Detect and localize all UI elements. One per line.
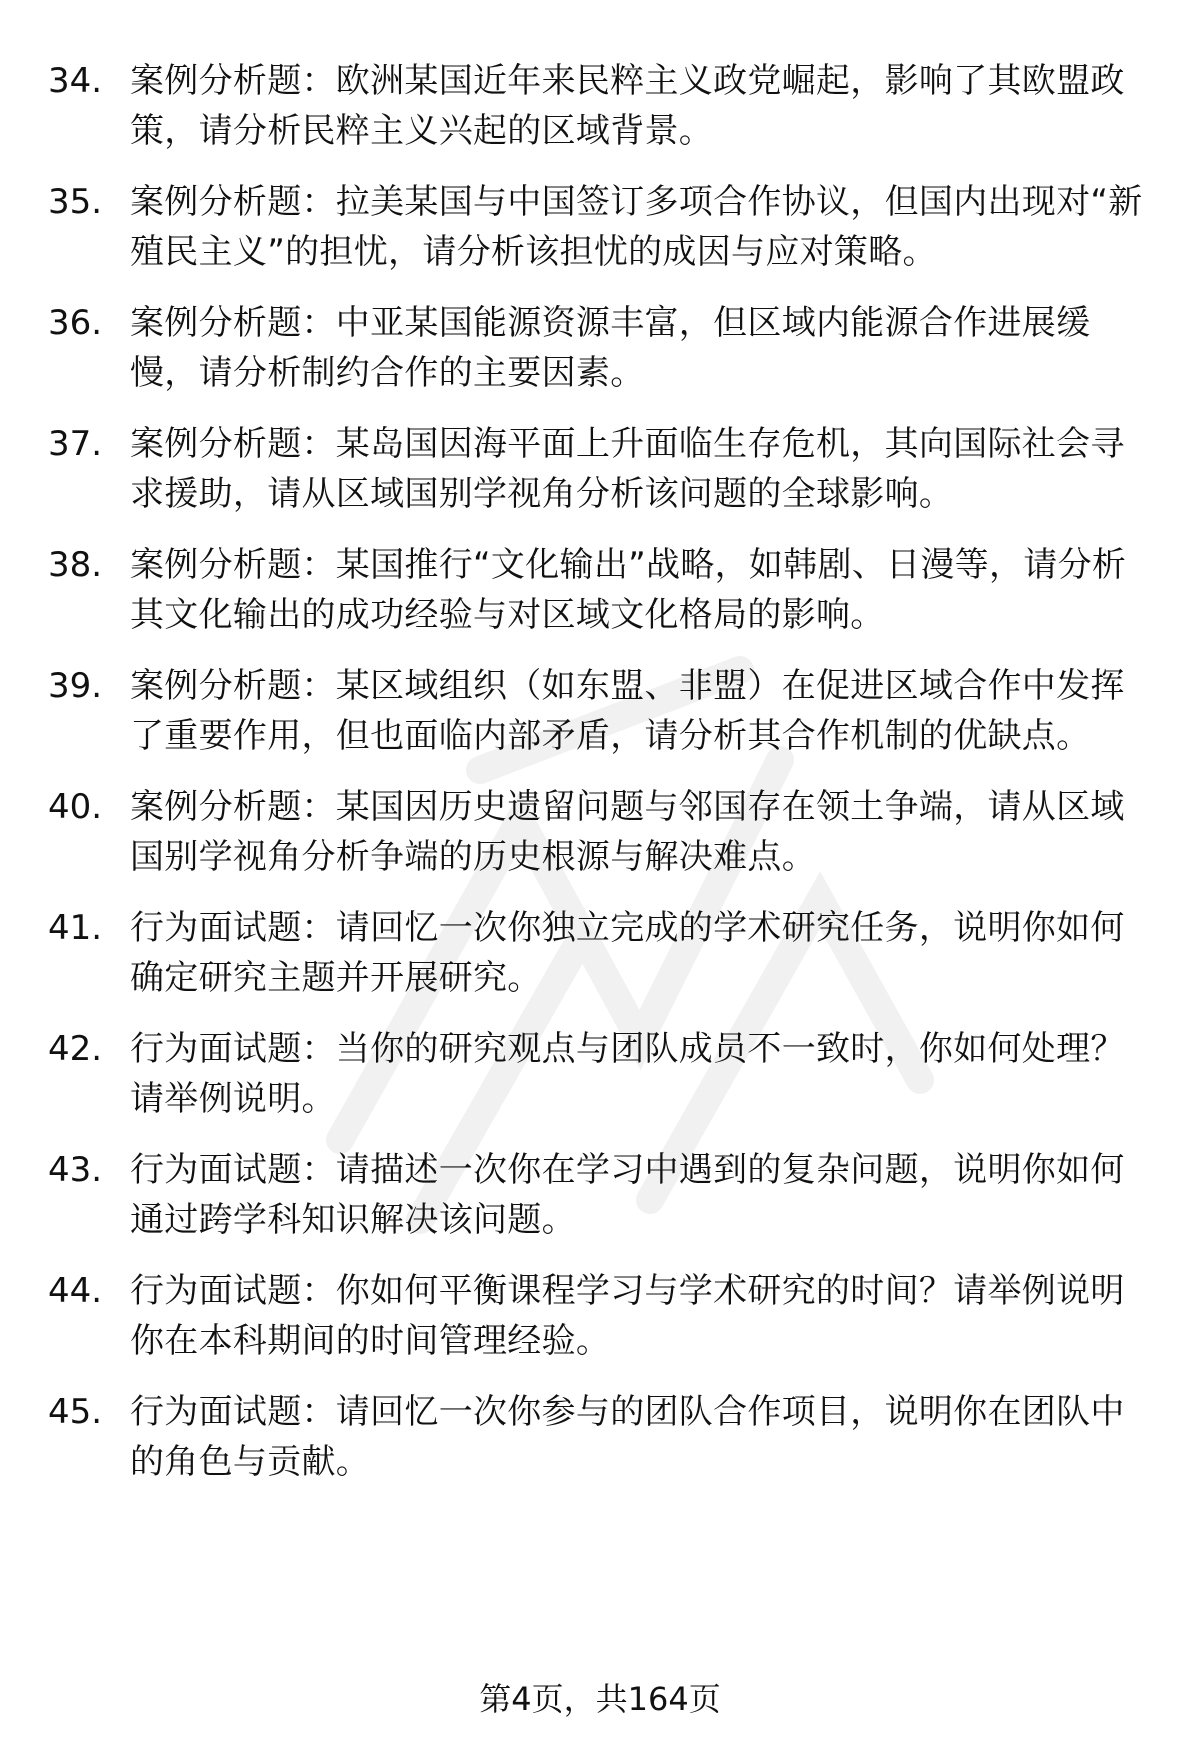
- question-number: 41.: [48, 908, 103, 948]
- question-item: [48, 177, 1158, 277]
- question-number: 42.: [48, 1029, 103, 1069]
- question-number: 39.: [48, 666, 103, 706]
- question-text: 行为面试题：请回忆一次你参与的团队合作项目，说明你在团队中的角色与贡献。: [130, 1392, 1125, 1482]
- question-item: [48, 1145, 1158, 1245]
- question-text: 行为面试题：当你的研究观点与团队成员不一致时，你如何处理？请举例说明。: [130, 1029, 1125, 1119]
- question-text: 行为面试题：请回忆一次你独立完成的学术研究任务，说明你如何确定研究主题并开展研究。: [130, 908, 1125, 998]
- question-text: 行为面试题：你如何平衡课程学习与学术研究的时间？请举例说明你在本科期间的时间管理经验。: [130, 1271, 1125, 1361]
- question-text: 案例分析题：某国推行“文化输出”战略，如韩剧、日漫等，请分析其文化输出的成功经验与对区域文化格局的影响。: [130, 545, 1127, 635]
- question-number: 38.: [48, 545, 103, 585]
- question-item: [48, 661, 1158, 761]
- question-number: 45.: [48, 1392, 103, 1432]
- question-item: [48, 298, 1158, 398]
- question-item: [48, 56, 1158, 156]
- question-number: 34.: [48, 61, 103, 101]
- question-number: 44.: [48, 1271, 103, 1311]
- question-list: [48, 56, 1158, 1508]
- question-item: [48, 903, 1158, 1003]
- question-number: 36.: [48, 303, 103, 343]
- question-number: 37.: [48, 424, 103, 464]
- question-text: 案例分析题：某区域组织（如东盟、非盟）在促进区域合作中发挥了重要作用，但也面临内部矛盾，请分析其合作机制的优缺点。: [130, 666, 1125, 756]
- question-text: 行为面试题：请描述一次你在学习中遇到的复杂问题，说明你如何通过跨学科知识解决该问题。: [130, 1150, 1125, 1240]
- question-number: 43.: [48, 1150, 103, 1190]
- question-number: 40.: [48, 787, 103, 827]
- question-text: 案例分析题：某国因历史遗留问题与邻国存在领土争端，请从区域国别学视角分析争端的历史根源与解决难点。: [130, 787, 1125, 877]
- question-item: [48, 1266, 1158, 1366]
- page-number-footer: 第4页，共164页: [479, 1680, 721, 1718]
- question-text: 案例分析题：欧洲某国近年来民粹主义政党崛起，影响了其欧盟政策，请分析民粹主义兴起的区域背景。: [130, 61, 1125, 151]
- question-item: [48, 419, 1158, 519]
- question-text: 案例分析题：拉美某国与中国签订多项合作协议，但国内出现对“新殖民主义”的担忧，请分析该担忧的成因与应对策略。: [130, 182, 1143, 272]
- question-item: [48, 1387, 1158, 1487]
- question-item: [48, 782, 1158, 882]
- question-item: [48, 1024, 1158, 1124]
- question-number: 35.: [48, 182, 103, 222]
- question-item: [48, 540, 1158, 640]
- question-text: 案例分析题：中亚某国能源资源丰富，但区域内能源合作进展缓慢，请分析制约合作的主要因素。: [130, 303, 1091, 393]
- question-text: 案例分析题：某岛国因海平面上升面临生存危机，其向国际社会寻求援助，请从区域国别学视角分析该问题的全球影响。: [130, 424, 1125, 514]
